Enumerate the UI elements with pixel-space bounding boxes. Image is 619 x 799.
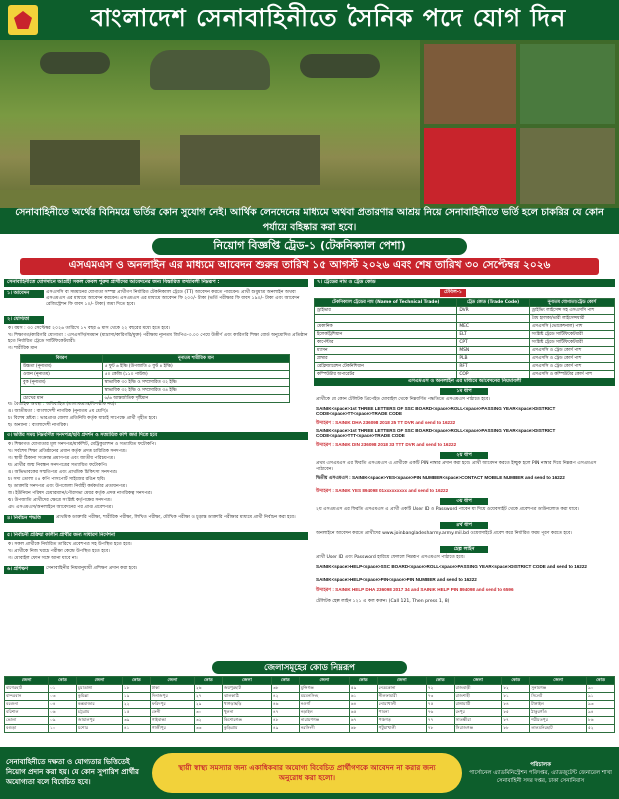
step-3-text: ২য় এসএমএস এর ফিরতি এসএমএস এ প্রার্থী একটি User ID ও Password পাবেন যা দিয়ে ওয়েবসাইট থেকে প্রবেশপত্র ডাউনলোড করা যাবে। [316,507,580,512]
table-header: নূন্যতম শারীরিক মান [102,355,289,363]
helpline-item: SAINIK<space>HELP<space>SSC BOARD<space>ROLL<space>PASSING YEAR<space>DISTRICT CODE and send to 16222 [316,564,587,569]
table-cell: এসএসসি (ভোকেশনাল) পাশ [529,323,614,331]
table-cell: ৪৯ [271,725,299,733]
table-row [21,379,290,387]
table-row [5,685,615,693]
header-banner [0,0,619,40]
table-cell: সাতক্ষীরা [454,717,502,725]
table-cell: ৪১ [123,725,151,733]
table-header: জেলা [222,677,271,685]
section-1-label: ১। আবেদন [4,290,44,298]
table-cell: ৮১ [502,693,530,701]
table-cell: ০৯ [49,717,77,725]
table-cell: ৮২ [502,685,530,693]
table-cell: সংশ্লিষ্ট ট্রেডে সার্টিফিকেটধারী [529,339,614,347]
helicopter-shape [40,52,110,74]
table-header: বিবরণ [21,355,103,363]
table-cell: এসএসসি ও ট্রেড কোর্স পাশ [529,347,614,355]
table-cell: চট্টগ্রাম [76,709,122,717]
tank-shape [180,135,320,185]
table-cell: কক্সবাজার [76,701,122,709]
table-cell: ৪২ [271,693,299,701]
table-cell: ৫২ [587,725,615,733]
table-cell: ঠাকুরগাঁও [530,709,587,717]
table-cell: বগুড়া [5,725,49,733]
table-cell: ELT [457,331,529,339]
table-header: জেলা [530,677,587,685]
table-cell: বান্দরবান [5,693,49,701]
table-cell: ০৪ [49,701,77,709]
table-cell: কুমিল্লা [76,693,122,701]
table-header: কোড [271,677,299,685]
table-header: কোড [426,677,454,685]
table-cell: ১৮ [123,685,151,693]
table-cell: নেত্রকোনা [377,685,426,693]
footer-authority [462,761,619,786]
section-4-text: প্রাথমিক ডাক্তারি পরীক্ষা, শারীরিক পরীক্ষা, লিখিত পরীক্ষা, মৌখিক পরীক্ষা ও চূড়ান্ত ডাক্তারি পরীক্ষার মাধ্যমে প্রার্থী নির্বাচন করা হবে। [56,515,296,520]
table-header: কোড [502,677,530,685]
table-cell [457,315,529,323]
table-cell [315,315,457,323]
table-cell: জয়পুরহাট [222,685,271,693]
table-cell: ময়মনসিংহ [299,693,349,701]
sms-example-line: উদাহরণ : SAINIK DHA 236098 2018 25 TT DVR and send to 16222 [316,420,456,425]
table-header: জেলা [454,677,502,685]
footer [0,747,619,799]
table-cell: প্লাম্বার [315,355,457,363]
trade-table [314,298,615,379]
table-cell: ২২ [123,701,151,709]
table-cell: ৭৭ [426,717,454,725]
table-cell: সুনামগঞ্জ [530,685,587,693]
table-row [5,709,615,717]
table-header-row [21,355,290,363]
document-item: খ। সর্বশেষ শিক্ষা প্রতিষ্ঠানের প্রধান কর্তৃক প্রদত্ত চারিত্রিক সনদপত্র। [8,449,127,454]
table-cell: এসএসসি ও ট্রেড কোর্স পাশ [529,363,614,371]
document-item: জ। ইউনিয়ন পরিষদ চেয়ারম্যান/পৌরসভা মেয়র কর্তৃক প্রদত্ত নাগরিকত্ব সনদপত্র। [8,491,153,496]
table-header: নূন্যতম যোগ্যতা/ট্রেড কোর্স [529,299,614,307]
table-cell: লালমনিরহাট [530,725,587,733]
table-cell: ওজন (নূন্যতম) [21,371,103,379]
section-1-text: এসএসসি বা সমমানের যোগ্যতা সম্পন্ন প্রার্থীগণ নির্ধারিত টেকনিক্যাল ট্রেডে (TT) আবেদন করতে পারবেন। প্রার্থী শুধুমাত্র অনলাইন অথবা এসএমএস এর মাধ্যমে আবেদন করবেন। এসএমএস এর মাধ্যমে আবেদন ফি ২০০/- টাকা (ভর্তি পরীক্ষার ফি বাবদ ১৯০/- টাকা এবং আবেদন রেজিস্ট্রেশন ফি বাবদ ১০/- টাকা) জমা দিতে হবে। [46,290,300,307]
photo-tile [520,44,615,124]
table-cell: ৬৮ [349,725,377,733]
section-4-label: ৪। নির্বাচন পদ্ধতি [4,515,54,523]
warning-strip: সেনাবাহিনীতে অর্থের বিনিময়ে ভর্তির কোন সুযোগ নেই। আর্থিক লেনদেনের মাধ্যমে অথবা প্রতারণার আশ্রয় নিয়ে সেনাবাহিনীতে ভর্তি হলে চাকরির যে কোন পর্যায়ে বহিষ্কার করা হবে। [0,208,619,234]
sms-example-line: উদাহরণ : SAINIK DIN 236098 2018 33 TTT DVR and send to 16222 [316,442,457,447]
note-item: ঙ। জাতীয়তা : বাংলাদেশী নাগরিক (নূন্যতম ৫ম শ্রেণি)। [8,409,109,414]
table-cell: ৬৫ [349,709,377,717]
document-item: ছ। ডাক্তারি সনদপত্র এবং উপজেলা নির্বাহী কর্মকর্তার প্রত্যয়নপত্র। [8,484,127,489]
table-cell: নড়াইল [299,709,349,717]
table-cell: বুক (নূন্যতম) [21,379,103,387]
table-cell: পাবনা [377,709,426,717]
table-cell: ৮৮ [502,725,530,733]
table-row [5,693,615,701]
table-header-row [5,677,615,685]
physical-standard-table [20,354,290,403]
table-row [315,315,615,323]
table-cell: ৩৩ [195,725,223,733]
table-cell: ৬৪ [349,701,377,709]
document-item: ঙ। অভিভাবকের সম্মতিপত্র এবং প্রাথমিক চিকিৎসা সনদপত্র। [8,470,118,475]
footer-health-note: স্থায়ী স্বাস্থ্য সমস্যার জন্য একাধিকবার অযোগ্য বিবেচিত প্রার্থীগণকে আবেদন না করার জন্য অনুরোধ করা হলো। [152,753,462,793]
table-cell: MSN [457,347,529,355]
table-cell: ২৭ [195,693,223,701]
table-header: কোড [349,677,377,685]
date-banner: এসএমএস ও অনলাইন এর মাধ্যমে আবেদন শুরুর তারিখ ১৫ আগস্ট ২০২৬ এবং শেষ তারিখ ৩০ সেপ্টেম্বর ২০২৬ [20,258,599,275]
table-cell: যশোর [76,725,122,733]
table-cell: ৭৫ [426,701,454,709]
table-cell: চোখের মান [21,395,103,403]
photo-tile [520,128,615,204]
table-cell: উচ্চতা (নূন্যতম) [21,363,103,371]
district-code-heading: জেলাসমূহের কোড নিম্নরূপ [212,661,407,674]
table-cell: বাগেরহাট [5,685,49,693]
table-row [5,717,615,725]
table-cell: ৯৪ [587,709,615,717]
table-cell: সংশ্লিষ্ট ট্রেডে সার্টিফিকেটধারী [529,331,614,339]
side-photos [420,40,619,208]
table-cell: পটুয়াখালী [377,725,426,733]
table-cell: ৮৭ [502,717,530,725]
document-item: ক। শিক্ষাগত যোগ্যতার মূল সনদপত্র/মার্কশিট, মেট্রিকুলেশন ও সত্যায়িত ফটোকপি। [8,442,157,447]
table-1-tag: টেবিল-১ [440,289,466,297]
sms-format-line: দ্বিতীয় এসএমএস : SAINIK<space>YES<space>PIN NUMBER<space>CONTACT MOBILE NUMBER and send to 16222 [316,475,565,480]
intro-heading: সেনাবাহিনীতে যোগদানে আগ্রহী সকল কেবল পুরুষ প্রার্থীদের আবেদনের জন্য বিস্তারিত তথ্যাবলী নিম্নরূপ : [4,279,308,287]
table-row [315,355,615,363]
table-cell: ৭২ [426,685,454,693]
note-item: চ। বিশেষ দ্রষ্টব্য : ভারপ্রাপ্ত জেলা প্রতিনিধি কর্তৃক যাচাই সাপেক্ষে প্রার্থী গৃহীত হবে। [8,416,158,421]
step-2-text: প্রথম এসএমএস এর ফিরতি এসএমএস এ প্রার্থীকে একটি PIN নাম্বার প্রদান করা হবে। প্রার্থী আবেদন করতে ইচ্ছুক হলে PIN নাম্বার দিয়ে নিম্নরূপ এসএমএস পাঠাবেন। [316,461,597,472]
table-cell: নরসিংদী [299,725,349,733]
physical-standard-label: গ। শারীরিক মান [8,346,38,351]
table-cell: ৬/৬ আন্তর্জাতিক দৃষ্টিমান [102,395,289,403]
table-cell: ৮৫ [502,709,530,717]
process-heading: এসএমএস ও অনলাইন এর মাধ্যমে আবেদনের নিয়মাবলী [314,378,615,386]
education-requirement: খ। শিক্ষাগত/কারিগরি যোগ্যতা : এসএসসি/সমমান (মাদ্রাসা/কারিগরি/মুক্ত) পরীক্ষায় ন্যূনতম জিপিএ-৩.০০ পেয়ে উত্তীর্ণ এবং কারিগরি শিক্ষা বোর্ড অনুমোদিত প্রতিষ্ঠান হতে নির্ধারিত ট্রেডে সার্টিফিকেটধারী। [8,333,308,344]
table-cell: স্বাভাবিক ৩০ ইঞ্চি ও সম্প্রসারিত ৩২ ইঞ্চি [102,379,289,387]
footer-merit-note: সেনাবাহিনীতে দক্ষতা ও যোগ্যতার ভিত্তিতেই নিয়োগ প্রদান করা হয়। যে কোন সুপারিশ প্রার্থীর অযোগ্যতা বলে বিবেচিত হবে। [6,758,139,786]
table-row [5,701,615,709]
table-cell: ৮৪ [502,701,530,709]
main-photo [0,40,420,208]
table-cell: ভোলা [5,717,49,725]
table-cell: ৫৯ [349,685,377,693]
table-cell: ১৯ [123,693,151,701]
table-cell: রাজবাড়ী [454,685,502,693]
section-6-label: ৬। প্রশিক্ষণ [4,566,44,574]
table-cell: সিলেট [530,693,587,701]
table-cell: ৬৭ [349,717,377,725]
table-header: জেলা [76,677,122,685]
district-code-table [4,676,615,733]
table-row [21,387,290,395]
step-4-label: ৪র্থ ধাপ [440,522,488,529]
guideline-item: গ। মোবাইল ফোন সঙ্গে আনা যাবে না। [8,556,78,561]
age-requirement: ক। বয়স : ৩০ সেপ্টেম্বর ২০২৬ তারিখে ১৭ বছর ৬ মাস থেকে ২২ বছরের মধ্যে হতে হবে। [8,326,170,331]
table-cell: ৫০ কেজি (১১০ পাউন্ড) [102,371,289,379]
table-cell: RFT [457,363,529,371]
table-cell: স্বাভাবিক ৩২ ইঞ্চি ও সম্প্রসারিত ৩৪ ইঞ্চি [102,387,289,395]
table-cell: টাঙ্গাইল [530,701,587,709]
sms-format-line: SAINIK<space>1st THREE LETTERS OF SSC BOARD<space>ROLL<space>PASSING YEAR<space>DISTRICT CODE<space>TT<space>TRADE CODE [316,406,556,416]
step-4-text: অনলাইনে আবেদন করতে প্রার্থীদের www.joinbangladesharmy.army.mil.bd ওয়েবসাইটে প্রবেশ করে নির্ধারিত ফরম পূরণ করতে হবে। [316,531,572,536]
table-cell: ০৩ [49,693,77,701]
section-3-label: ৩। ভর্তির সময় নিম্নবর্ণিত সনদপত্র/ছবি প্রদর্শন ও সত্যায়িত কপি জমা দিতে হবে [4,432,308,440]
photo-tile [424,128,516,204]
table-header: টেকনিক্যাল ট্রেডের নাম (Name of Technical Trade) [315,299,457,307]
photo-collage [0,40,619,208]
table-cell: নীলফামারী [377,693,426,701]
table-cell: ৩২ [195,717,223,725]
footer-authority-text: পার্সোনেল এ্যাডমিনিস্ট্রেশন পরিদপ্তর, এ্যাডজুটেন্ট জেনারেল শাখা সেনাবাহিনী সদর দপ্তর, ঢাকা সেনানিবাস [469,769,612,785]
helpline-item: টেলিটক হেল্প লাইন ১২১ এ কল করুন। (Call 121, Then press 1, 8) [316,599,450,604]
guideline-item: ক। সকল প্রার্থীকে নির্ধারিত তারিখে প্রবেশপত্র সহ উপস্থিত হতে হবে। [8,542,132,547]
table-cell: জামালপুর [76,717,122,725]
table-header: কোড [587,677,615,685]
army-emblem-icon [8,5,38,35]
table-cell: ম্যাসন [315,347,457,355]
table-cell: ২৬ [195,685,223,693]
table-cell: রংপুর [454,709,502,717]
table-cell: ০৬ [49,709,77,717]
table-cell: ৩৯ [123,717,151,725]
table-cell: কিশোরগঞ্জ [222,717,271,725]
document-item: ঘ। প্রার্থীর জন্ম নিবন্ধন সনদপত্রের সত্যায়িত ফটোকপি। [8,463,108,468]
table-cell: ফরিদপুর [150,701,194,709]
table-cell: ৮৬ [587,717,615,725]
table-cell: দিনাজপুর [150,693,194,701]
step-3-label: ৩য় ধাপ [440,498,488,505]
table-cell: ৭৩ [426,693,454,701]
table-header: কোড [49,677,77,685]
table-cell: ৭৮ [426,725,454,733]
trade-banner: নিয়োগ বিজ্ঞপ্তি ট্রেড-১ (টেকনিক্যাল পেশা) [152,238,467,255]
table-row [315,331,615,339]
table-cell: শরীয়তপুর [530,717,587,725]
table-row [21,363,290,371]
table-cell: ৪৮ [271,717,299,725]
table-cell: বরগুনা [5,701,49,709]
table-cell: সিরাজগঞ্জ [454,725,502,733]
step-1-label: ১ম ধাপ [440,388,488,395]
document-item: ঝ। উপজাতি প্রার্থীদের ক্ষেত্রে সংশ্লিষ্ট কর্তৃপক্ষের সনদপত্র। [8,498,112,503]
table-row [5,725,615,733]
table-cell: মুন্সিগঞ্জ [299,685,349,693]
table-cell: গাইবান্ধা [150,717,194,725]
table-row [315,363,615,371]
table-cell: ১৫ [123,709,151,717]
table-cell: খাগড়াছড়ি [222,701,271,709]
table-cell: খুলনা [222,709,271,717]
table-cell: ৯৩ [587,701,615,709]
tank-shape [30,140,140,185]
table-cell: ৫ ফুট ৬ ইঞ্চি (উপজাতি ৫ ফুট ৪ ইঞ্চি) [102,363,289,371]
document-item: চ। সদ্য তোলা ০৪ কপি পাসপোর্ট সাইজের রঙিন ছবি। [8,477,106,482]
helicopter-shape [150,50,270,90]
table-cell: ৪৭ [271,709,299,717]
sms-format-line: SAINIK<space>1st THREE LETTERS OF SSC BOARD<space>ROLL<space>PASSING YEAR<space>DISTRICT CODE<space>TTT<space>TRADE CODE [316,428,556,438]
table-header-row [315,299,615,307]
step-2-label: ২য় ধাপ [440,452,488,459]
sms-example-line: উদাহরণ : SAINIK YES 894098 01xxxxxxxxx and send to 16222 [316,488,449,493]
table-cell: ড্রাইভিং লাইসেন্স সহ এসএসসি পাশ [529,307,614,315]
step-1-text: প্রার্থীকে যে কোন টেলিটক প্রিপেইড মোবাইল থেকে নিম্নবর্ণিত পদ্ধতিতে এসএমএস পাঠাতে হবে। [316,397,490,402]
footer-authority-title: পরিচালক [530,761,551,768]
table-cell: ঢাকা [150,685,194,693]
table-cell: ৯০ [587,685,615,693]
table-cell: ৪৬ [271,701,299,709]
table-header: জেলা [150,677,194,685]
table-cell: মেকানিক [315,323,457,331]
table-cell: ৯১ [587,693,615,701]
table-cell: ৭৬ [426,709,454,717]
table-header: জেলা [377,677,426,685]
photo-tile [424,44,516,124]
table-cell: PLB [457,355,529,363]
table-cell: কম্পিউটার অপারেটর [315,371,457,379]
table-cell: গাজীপুর [150,725,194,733]
table-row [315,307,615,315]
table-cell: কার্পেন্টার [315,339,457,347]
table-header: কোড [123,677,151,685]
table-cell: রেফ্রিজারেশন টেকনিশিয়ান [315,363,457,371]
table-header: কোড [195,677,223,685]
table-cell: ৬১ [349,693,377,701]
table-cell: বরিশাল [5,709,49,717]
table-cell: পঞ্চগড় [377,717,426,725]
table-cell: নোয়াখালী [377,701,426,709]
section-6-text: সেনাবাহিনীর নিয়মানুযায়ী প্রশিক্ষণ প্রদান করা হবে। [46,566,138,571]
guideline-item: খ। প্রার্থীকে নিজ খরচে পরীক্ষা কেন্দ্রে উপস্থিত হতে হবে। [8,549,110,554]
table-cell: এসএসসি ও কম্পিউটার কোর্স পাশ [529,371,614,379]
section-2-label: ২। যোগ্যতা [4,316,44,324]
table-cell: DVR [457,307,529,315]
note-item: ঘ। বৈবাহিক অবস্থা : অবিবাহিত (তালাকপ্রাপ্ত/বিপত্নীক নয়)। [8,402,117,407]
helicopter-shape [300,54,380,78]
table-cell: ইলেকট্রিশিয়ান [315,331,457,339]
helpline-item: উদাহরণ : SAINIK HELP DHA 236098 2017 34 and SAINIK HELP PIN 894098 and send to 6596 [316,587,514,592]
table-cell: ৩০ [195,709,223,717]
table-cell: নওগাঁ [299,701,349,709]
note-item: ছ। অন্যান্য : বাংলাদেশী নাগরিক। [8,423,68,428]
trade-heading: ৭। ট্রেডের নাম ও ট্রেড কোড [314,279,615,287]
page-title: বাংলাদেশ সেনাবাহিনীতে সৈনিক পদে যোগ দিন [90,4,567,32]
table-cell: রাজশাহী [454,693,502,701]
table-row [315,347,615,355]
table-cell: এসএসসি ও ট্রেড কোর্স পাশ [529,355,614,363]
helpline-item: SAINIK<space>HELP<space>PIN<space>PIN NUMBER and send to 16222 [316,577,477,582]
table-cell: ড্রাইভার [315,307,457,315]
table-cell: চুয়াডাঙ্গা [76,685,122,693]
table-cell: COP [457,371,529,379]
table-row [21,371,290,379]
section-5-label: ৫। নির্বাচনী প্রক্রিয়া কালীন প্রার্থীর জন্য সাধারণ নির্দেশনা [4,532,308,540]
table-row [315,339,615,347]
table-cell: ১০ [49,725,77,733]
document-item: ঞ। এসএমএস/অনলাইনে আবেদনের পর প্রাপ্ত প্রবেশপত্র। [8,505,114,510]
table-cell: ০১ [49,685,77,693]
table-row [315,323,615,331]
table-header: জেলা [299,677,349,685]
table-cell: ঝালকাঠি [222,693,271,701]
table-cell: ৩৮ [271,685,299,693]
table-cell: ফেনী [150,709,194,717]
table-cell: বৈধ হালকা/ভারী লাইসেন্সধারী [529,315,614,323]
table-cell: MEC [457,323,529,331]
table-cell: রাঙ্গামাটি [454,701,502,709]
helpline-item: প্রার্থী User ID এবং Password হারিয়ে ফেললে নিম্নরূপ এসএমএস পাঠাতে হবে। [316,555,465,560]
table-header: ট্রেড কোড (Trade Code) [457,299,529,307]
table-header: জেলা [5,677,49,685]
table-cell: নারায়ণগঞ্জ [299,717,349,725]
table-cell: ২৯ [195,701,223,709]
document-item: গ। স্থায়ী ঠিকানা সংক্রান্ত প্রমাণপত্র এবং জাতীয় পরিচয়পত্র। [8,456,115,461]
table-cell [21,387,103,395]
helpline-label: হেল্প লাইন [440,546,488,553]
table-cell: কুড়িগ্রাম [222,725,271,733]
table-cell: CPT [457,339,529,347]
